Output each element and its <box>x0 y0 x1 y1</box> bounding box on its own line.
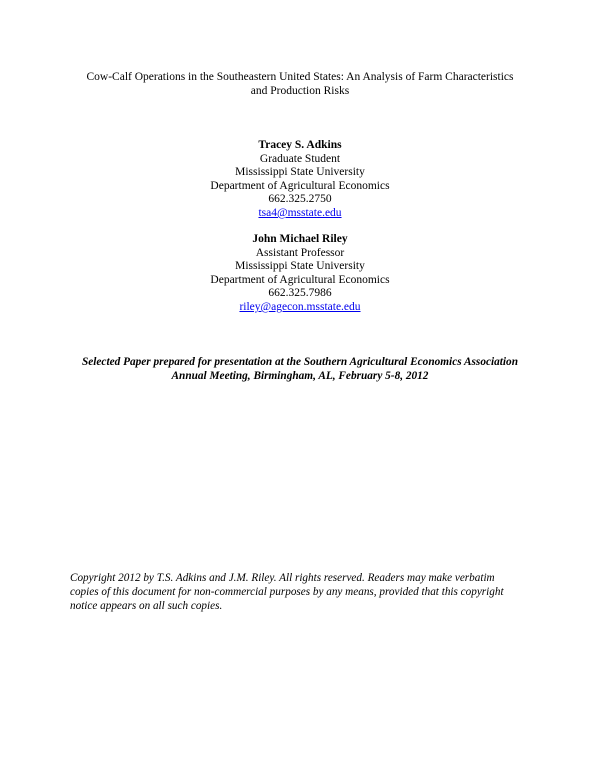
copyright-line-1: Copyright 2012 by T.S. Adkins and J.M. Riley. All rights reserved. Readers may make verbatim <box>70 572 495 584</box>
author-department: Department of Agricultural Economics <box>210 273 390 286</box>
author-block-adkins <box>100 139 500 221</box>
copyright-notice <box>70 571 540 613</box>
author-block-riley <box>100 233 500 315</box>
author-email-link[interactable]: riley@agecon.msstate.edu <box>239 300 361 313</box>
paper-title-line-2: and Production Risks <box>250 85 350 97</box>
author-phone: 662.325.7986 <box>268 287 332 300</box>
copyright-line-2: copies of this document for non-commercial purposes by any means, provided that this copyright <box>70 586 504 598</box>
paper-title <box>60 70 540 98</box>
paper-title-line-1: Cow-Calf Operations in the Southeastern United States: An Analysis of Farm Characteristics <box>86 71 514 83</box>
author-name: Tracey S. Adkins <box>258 139 342 151</box>
author-name: John Michael Riley <box>252 233 348 245</box>
selected-paper-line-2: Annual Meeting, Birmingham, AL, February 5-8, 2012 <box>171 370 429 382</box>
author-position: Assistant Professor <box>255 246 345 259</box>
author-phone: 662.325.2750 <box>268 193 332 206</box>
author-university: Mississippi State University <box>235 166 365 179</box>
author-position: Graduate Student <box>259 152 341 165</box>
selected-paper-note <box>40 355 560 383</box>
selected-paper-line-1: Selected Paper prepared for presentation at the Southern Agricultural Economics Association <box>81 356 518 368</box>
author-university: Mississippi State University <box>235 260 365 273</box>
author-department: Department of Agricultural Economics <box>210 179 390 192</box>
copyright-line-3: notice appears on all such copies. <box>70 600 223 612</box>
author-email-link[interactable]: tsa4@msstate.edu <box>258 206 342 219</box>
